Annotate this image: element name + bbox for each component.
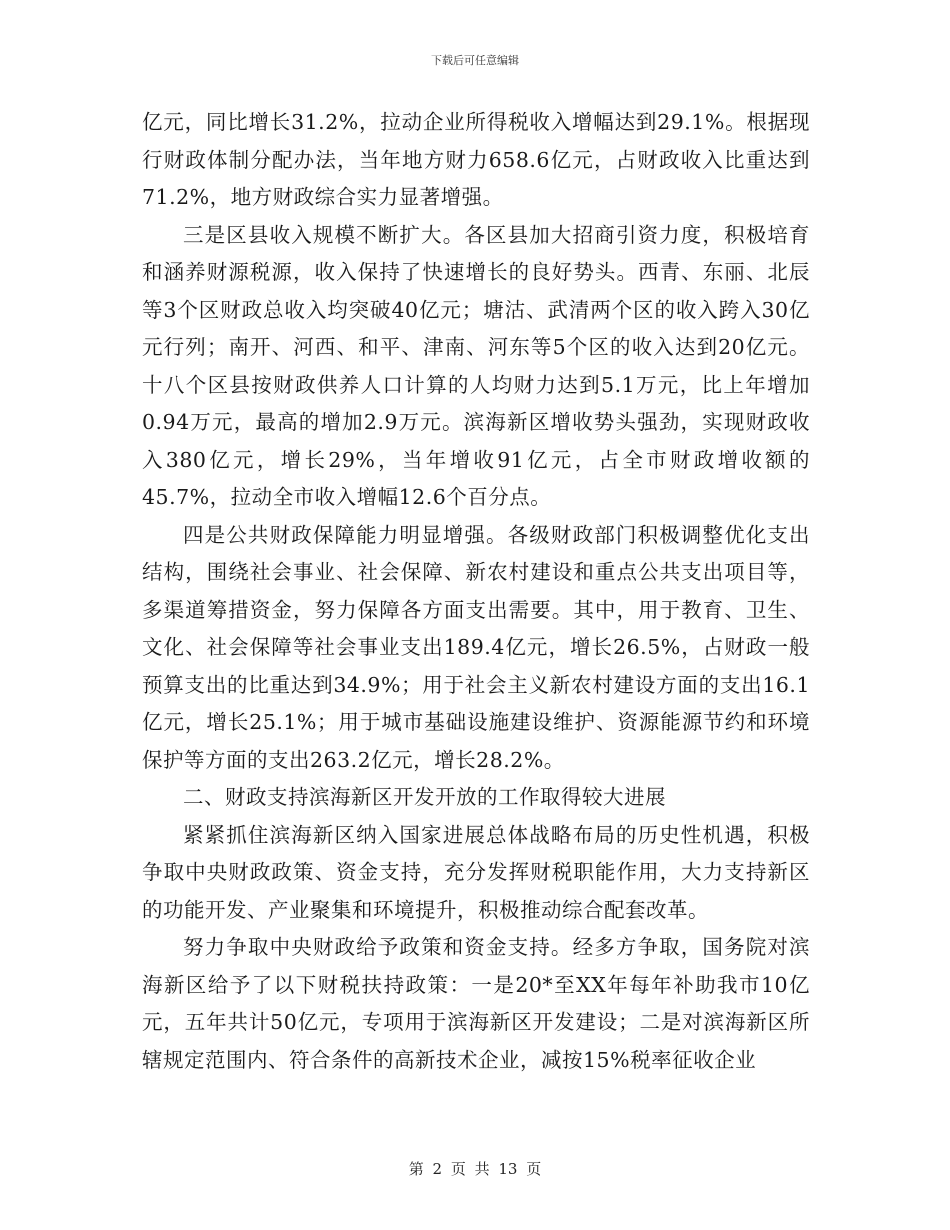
section-heading: 二、财政支持滨海新区开发开放的工作取得较大进展 (183, 785, 666, 809)
paragraph-binhai-opportunity: 紧紧抓住滨海新区纳入国家进展总体战略布局的历史性机遇，积极争取中央财政政策、资金支持，充分发挥财税职能作用，大力支持新区的功能开发、产业聚集和环境提升，积极推动综合配套改革。 (142, 822, 810, 922)
paragraph-public-finance: 四是公共财政保障能力明显增强。各级财政部门积极调整优化支出结构，围绕社会事业、社会保障、新农村建设和重点公共支出项目等，多渠道筹措资金，努力保障各方面支出需要。其中，用于教育、卫生、文化、社会保障等社会事业支出189.4亿元，增长26.5%，占财政一般预算支出的比重达到34.9%；用于社会主义新农村建设方面的支出16.1亿元，增长25.1%；用于城市基础设施建设维护、资源能源节约和环境保护等方面的支出263.2亿元，增长28.2%。 (142, 522, 810, 772)
paragraph-district-revenue: 三是区县收入规模不断扩大。各区县加大招商引资力度，积极培育和涵养财源税源，收入保持了快速增长的良好势头。西青、东丽、北辰等3个区财政总收入均突破40亿元；塘沽、武清两个区的收入跨入30亿元行列；南开、河西、和平、津南、河东等5个区的收入达到20亿元。十八个区县按财政供养人口计算的人均财力达到5.1万元，比上年增加0.94万元，最高的增加2.9万元。滨海新区增收势头强劲，实现财政收入380亿元，增长29%，当年增收91亿元，占全市财政增收额的45.7%，拉动全市收入增幅12.6个百分点。 (142, 222, 810, 509)
page-footer: 第 2 页 共 13 页 (408, 1160, 542, 1178)
document-body (142, 104, 810, 1079)
paragraph-central-support: 努力争取中央财政给予政策和资金支持。经多方争取，国务院对滨海新区给予了以下财税扶持政策：一是20*至XX年每年补助我市10亿元，五年共计50亿元，专项用于滨海新区开发建设；二是对滨海新区所辖规定范围内、符合条件的高新技术企业，减按15%税率征收企业 (142, 935, 810, 1072)
paragraph-continuation: 亿元，同比增长31.2%，拉动企业所得税收入增幅达到29.1%。根据现行财政体制分配办法，当年地方财力658.6亿元，占财政收入比重达到71.2%，地方财政综合实力显著增强。 (142, 110, 810, 209)
page-header: 下载后可任意编辑 (431, 54, 519, 67)
